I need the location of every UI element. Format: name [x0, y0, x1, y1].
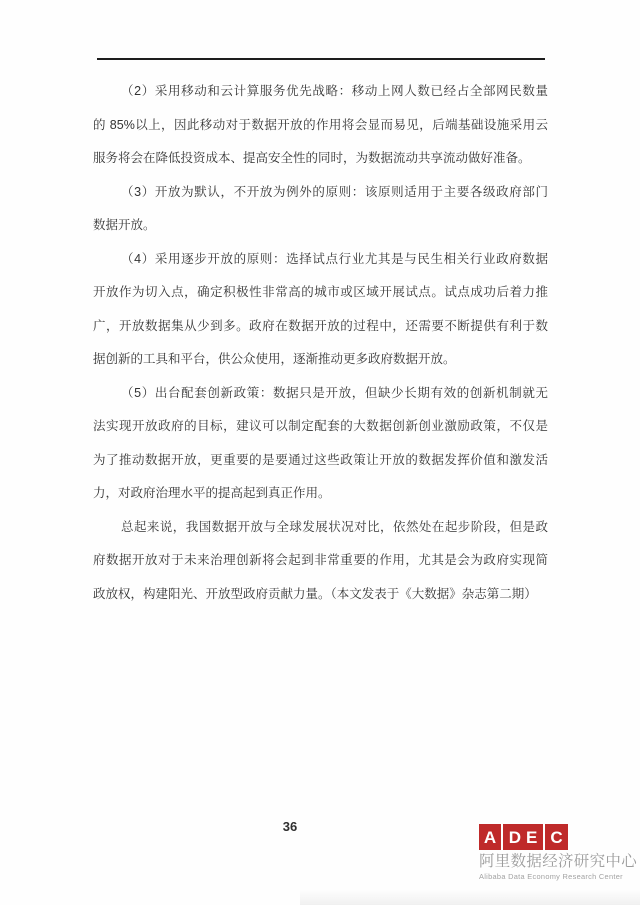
- adec-logo-chinese-name: 阿里数据经济研究中心: [479, 853, 638, 870]
- text-line: 的 85%以上，因此移动对于数据开放的作用将会显而易见，后端基础设施采用云: [93, 117, 548, 132]
- text-line: 广，开放数据集从少到多。政府在数据开放的过程中，还需要不断提供有利于数: [93, 318, 548, 333]
- adec-logo-block-c: C: [545, 824, 568, 850]
- body-text: [93, 75, 548, 611]
- adec-logo-block-a: A: [479, 824, 501, 850]
- text-line: 法实现开放政府的目标，建议可以制定配套的大数据创新创业激励政策，不仅是: [93, 419, 548, 433]
- text-line: 数据开放。: [93, 218, 156, 232]
- page-number: 36: [282, 819, 298, 834]
- adec-logo-icon: [479, 824, 637, 850]
- text-line: 服务将会在降低投资成本、提高安全性的同时，为数据流动共享流动做好准备。: [93, 151, 531, 165]
- text-line: 据创新的工具和平台，供公众使用，逐渐推动更多政府数据开放。: [93, 352, 456, 366]
- adec-logo-english-name: Alibaba Data Economy Research Center: [479, 871, 623, 881]
- text-line: （5）出台配套创新政策：数据只是开放，但缺少长期有效的创新机制就无: [121, 385, 548, 400]
- text-line: 府数据开放对于未来治理创新将会起到非常重要的作用，尤其是会为政府实现简: [93, 553, 548, 567]
- text-line: 开放作为切入点，确定积极性非常高的城市或区域开展试点。试点成功后着力推: [93, 285, 548, 299]
- text-line: （3）开放为默认，不开放为例外的原则：该原则适用于主要各级政府部门: [121, 184, 548, 199]
- text-line: 政放权，构建阳光、开放型政府贡献力量。（本文发表于《大数据》杂志第二期）: [93, 586, 537, 601]
- scan-shadow: [300, 889, 640, 905]
- text-line: （4）采用逐步开放的原则：选择试点行业尤其是与民生相关行业政府数据: [121, 251, 548, 266]
- adec-logo-block-de: DE: [503, 824, 543, 850]
- text-line: 力，对政府治理水平的提高起到真正作用。: [93, 486, 331, 500]
- text-line: （2）采用移动和云计算服务优先战略：移动上网人数已经占全部网民数量: [121, 84, 548, 98]
- text-line: 总起来说，我国数据开放与全球发展状况对比，依然处在起步阶段，但是政: [121, 519, 548, 534]
- header-rule: [97, 58, 545, 60]
- text-line: 为了推动数据开放，更重要的是要通过这些政策让开放的数据发挥价值和激发活: [93, 452, 548, 467]
- adec-logo: [479, 824, 637, 881]
